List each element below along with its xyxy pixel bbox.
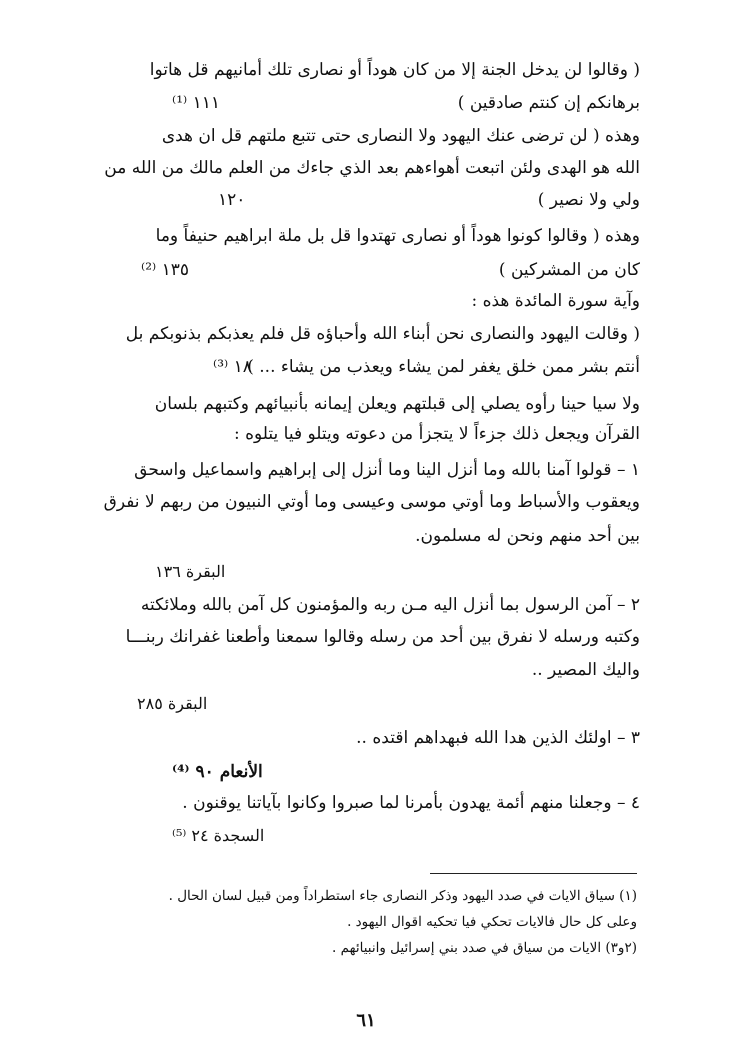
text-line: وهذه ( لن ترضى عنك اليهود ولا النصارى حتى تتبع ملتهم قل ان هدى <box>161 126 640 146</box>
footnote: (١) سياق الايات في صدد اليهود وذكر النصارى جاء استطراداً ومن قبيل لسان الحال . <box>168 888 637 904</box>
text-line: ٣ – اولئك الذين هدا الله فبهداهم اقتده .. <box>356 728 640 748</box>
text-line: كان من المشركين ) <box>498 260 640 280</box>
page-number: ٦١ <box>356 1010 376 1031</box>
footnote: (٢و٣) الايات من سياق في صدد بني إسرائيل وانبيائهم . <box>332 940 637 956</box>
text-line: الله هو الهدى ولئن اتبعت أهواءهم بعد الذي جاءك من العلم مالك من الله من <box>104 158 640 178</box>
text-line: ( وقالوا لن يدخل الجنة إلا من كان هوداً أو نصارى تلك أمانيهم قل هاتوا <box>149 60 640 80</box>
verse-ref: ١٨ ⁽³⁾ <box>213 357 252 377</box>
footnote: وعلى كل حال فالايات تحكي فيا تحكيه اقوال اليهود . <box>347 914 637 930</box>
source-ref: البقرة ١٣٦ <box>155 562 226 581</box>
text-line: ( وقالت اليهود والنصارى نحن أبناء الله وأحباؤه قل فلم يعذبكم بذنوبكم بل <box>125 324 640 344</box>
text-line: القرآن ويجعل ذلك جزءاً لا يتجزأ من دعوته ويتلو فيا يتلوه : <box>233 424 640 444</box>
text-line: ويعقوب والأسباط وما أوتي موسى وعيسى وما أوتي النبيون من ربهم لا نفرق <box>103 492 640 512</box>
text-line: ولا سيا حينا رأوه يصلي إلى قبلتهم ويعلن إيمانه بأنبيائهم وكتبهم بلسان <box>154 394 640 414</box>
text-line: أنتم بشر ممن خلق يغفر لمن يشاء ويعذب من يشاء ... ) <box>247 357 640 377</box>
text-line: واليك المصير .. <box>531 660 640 680</box>
source-ref: الأنعام ٩٠ ⁽⁴⁾ <box>172 762 263 782</box>
source-ref: السجدة ٢٤ ⁽⁵⁾ <box>172 826 265 845</box>
text-line: ١ – قولوا آمنا بالله وما أنزل الينا وما أنزل إلى إبراهيم واسماعيل واسحق <box>134 460 640 480</box>
verse-ref: ١١١ ⁽¹⁾ <box>172 93 221 113</box>
verse-ref: ١٢٠ <box>218 190 246 210</box>
text-line: برهانكم إن كنتم صادقين ) <box>457 93 640 113</box>
text-line: ٢ – آمن الرسول بما أنزل اليه مـن ربه والمؤمنون كل آمن بالله وملائكته <box>140 595 640 615</box>
text-line: وآية سورة المائدة هذه : <box>471 291 640 311</box>
text-line: بين أحد منهم ونحن له مسلمون. <box>415 526 640 546</box>
source-ref: البقرة ٢٨٥ <box>137 694 208 713</box>
footnote-divider <box>430 873 637 874</box>
verse-ref: ١٣٥ ⁽²⁾ <box>141 260 190 280</box>
text-line: وهذه ( وقالوا كونوا هوداً أو نصارى تهتدوا قل بل ملة ابراهيم حنيفاً وما <box>155 226 640 246</box>
text-line: ٤ – وجعلنا منهم أئمة يهدون بأمرنا لما صبروا وكانوا بآياتنا يوقنون . <box>182 793 640 813</box>
text-line: ولي ولا نصير ) <box>537 190 640 210</box>
text-line: وكتبه ورسله لا نفرق بين أحد من رسله وقالوا سمعنا وأطعنا غفرانك ربنـــا <box>125 627 640 647</box>
